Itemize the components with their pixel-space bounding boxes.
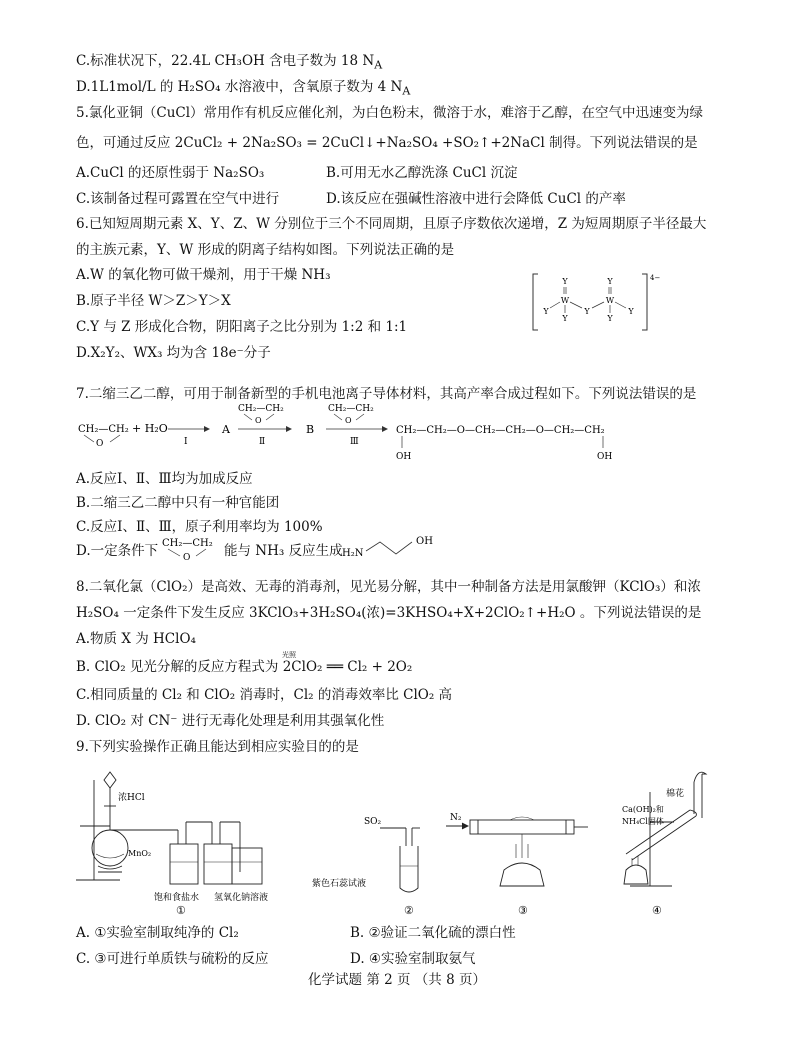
synthesis-scheme (76, 404, 636, 466)
q7-stem: 7.二缩三乙二醇，可用于制备新型的手机电池离子导体材料，其高产率合成过程如下。下列说法错误的是 (76, 386, 697, 402)
q4-option-d: D.1L1mol/L 的 H₂SO₄ 水溶液中，含氧原子数为 4 $N_A$ (76, 79, 411, 98)
q6-stem-line1: 6.已知短周期元素 X、Y、Z、W 分别位于三个不同周期，且原子序数依次递增，Z 为短周期原子半径最大 (76, 216, 707, 232)
svg-text:Y: Y (562, 314, 568, 323)
q9-stem: 9.下列实验操作正确且能达到相应实验目的的是 (76, 739, 359, 755)
ethanolamine-structure (340, 530, 450, 564)
q8-stem-line1: 8.二氧化氯（ClO₂）是高效、无毒的消毒剂，见光易分解，其中一种制备方法是用氯酸钾（KClO₃）和浓 (76, 579, 701, 595)
label-nh4cl: NH₄Cl固体 (622, 817, 664, 826)
svg-text:+ H₂O: + H₂O (132, 422, 168, 435)
svg-text:CH₂—CH₂: CH₂—CH₂ (162, 538, 213, 549)
label-apparatus-2: ② (404, 904, 414, 917)
svg-text:O: O (96, 439, 104, 449)
svg-text:Y: Y (607, 277, 613, 286)
label-apparatus-3: ③ (518, 904, 528, 917)
q6-option-a: A.W 的氧化物可做干燥剂，用于干燥 NH₃ (76, 267, 331, 283)
q6-stem-line2: 的主族元素，Y、W 形成的阴离子结构如图。下列说法正确的是 (76, 242, 455, 258)
q9-option-c: C. ③可进行单质铁与硫粉的反应 (76, 951, 269, 967)
apparatus-1-chlorine (76, 772, 262, 884)
svg-text:CH₂—CH₂—O—CH₂—CH₂—O—CH₂—CH₂: CH₂—CH₂—O—CH₂—CH₂—O—CH₂—CH₂ (396, 425, 605, 436)
svg-text:W: W (560, 296, 570, 305)
label-so2: SO₂ (364, 817, 382, 827)
svg-text:Y: Y (584, 307, 590, 316)
anion-charge: 4− (650, 274, 660, 282)
svg-text:Y: Y (607, 314, 613, 323)
q8-stem-line2: H₂SO₄ 一定条件下发生反应 3KClO₃+3H₂SO₄(浓)=3KHSO₄+X+2ClO₂↑+H₂O 。下列说法错误的是 (76, 605, 702, 621)
svg-text:Ⅰ: Ⅰ (184, 437, 188, 447)
label-conc-hcl: 浓HCl (118, 793, 145, 803)
svg-text:Ⅱ: Ⅱ (259, 437, 266, 447)
apparatus-4-ammonia (624, 772, 706, 886)
svg-text:W: W (605, 296, 615, 305)
label-naoh: 氢氧化钠溶液 (214, 893, 269, 903)
q9-option-d: D. ④实验室制取氨气 (350, 951, 476, 967)
svg-text:CH₂—CH₂: CH₂—CH₂ (78, 424, 129, 435)
svg-text:O: O (345, 416, 352, 425)
q8-option-b: B. ClO₂ 见光分解的反应方程式为 2ClO₂ ══ Cl₂ + 2O₂ (76, 659, 413, 675)
label-litmus: 紫色石蕊试液 (312, 879, 367, 889)
label-mno2: MnO₂ (128, 849, 152, 858)
svg-text:OH: OH (597, 452, 613, 462)
svg-text:O: O (255, 416, 262, 425)
q5-option-a: A.CuCl 的还原性弱于 Na₂SO₃ (76, 165, 265, 181)
anion-structure-diagram (530, 270, 660, 334)
epoxide-structure (160, 534, 220, 562)
page-footer: 化学试题 第 2 页 （共 8 页） (308, 972, 486, 988)
q6-option-d: D.X₂Y₂、WX₃ 均为含 18e⁻分子 (76, 345, 271, 361)
q5-option-b: B.可用无水乙醇洗涤 CuCl 沉淀 (326, 165, 518, 181)
q6-option-c: C.Y 与 Z 形成化合物，阴阳离子之比分别为 1:2 和 1:1 (76, 319, 408, 335)
q5-stem-line2: 色，可通过反应 2CuCl₂ + 2Na₂SO₃ = 2CuCl↓+Na₂SO₄ +SO₂↑+2NaCl 制得。下列说法错误的是 (76, 135, 698, 151)
q8-option-c: C.相同质量的 Cl₂ 和 ClO₂ 消毒时，Cl₂ 的消毒效率比 ClO₂ 高 (76, 687, 453, 703)
apparatus-3-tube-furnace (446, 817, 588, 886)
svg-text:CH₂—CH₂: CH₂—CH₂ (328, 404, 374, 414)
q5-option-d: D.该反应在强碱性溶液中进行会降低 CuCl 的产率 (326, 191, 626, 207)
q8-option-a: A.物质 X 为 HClO₄ (76, 631, 196, 647)
svg-text:Y: Y (543, 307, 549, 316)
svg-text:Y: Y (562, 277, 568, 286)
label-apparatus-1: ① (176, 904, 186, 917)
svg-text:A: A (222, 423, 230, 436)
q7-option-a: A.反应Ⅰ、Ⅱ、Ⅲ均为加成反应 (76, 471, 253, 487)
q7-option-b: B.二缩三乙二醇中只有一种官能团 (76, 495, 280, 511)
q8-option-b-condition: 光照 (282, 651, 296, 659)
q7-option-d-prefix: D.一定条件下 (76, 543, 159, 559)
label-cotton: 棉花 (666, 789, 685, 799)
svg-text:CH₂—CH₂: CH₂—CH₂ (238, 404, 284, 414)
svg-text:Ⅲ: Ⅲ (350, 437, 359, 447)
svg-text:B: B (306, 423, 315, 436)
label-caoh2: Ca(OH)₂和 (622, 805, 664, 814)
q9-option-a: A. ①实验室制取纯净的 Cl₂ (76, 925, 239, 941)
q5-option-c: C.该制备过程可露置在空气中进行 (76, 191, 280, 207)
svg-text:OH: OH (416, 536, 433, 547)
q9-option-b: B. ②验证二氧化硫的漂白性 (350, 925, 516, 941)
label-apparatus-4: ④ (652, 904, 662, 917)
svg-text:H₂N: H₂N (342, 548, 364, 559)
label-brine: 饱和食盐水 (154, 893, 200, 903)
svg-text:Y: Y (628, 307, 634, 316)
q7-option-d-middle: 能与 NH₃ 反应生成 (224, 543, 343, 559)
svg-text:OH: OH (396, 452, 412, 462)
q5-stem-line1: 5.氯化亚铜（CuCl）常用作有机反应催化剂，为白色粉末，微溶于水，难溶于乙醇，在空气中迅速变为绿 (76, 105, 704, 121)
q7-option-c: C.反应Ⅰ、Ⅱ、Ⅲ，原子利用率均为 100% (76, 519, 323, 535)
experiment-apparatus-figure (70, 762, 750, 920)
q8-option-d: D. ClO₂ 对 CN⁻ 进行无毒化处理是利用其强氧化性 (76, 713, 385, 729)
q6-option-b: B.原子半径 W＞Z＞Y＞X (76, 293, 231, 309)
apparatus-2-so2 (380, 828, 420, 892)
label-n2: N₂ (450, 813, 462, 823)
svg-text:O: O (183, 553, 191, 562)
q4-option-c: C.标准状况下，22.4L CH₃OH 含电子数为 18 $N_A$ (76, 53, 383, 72)
